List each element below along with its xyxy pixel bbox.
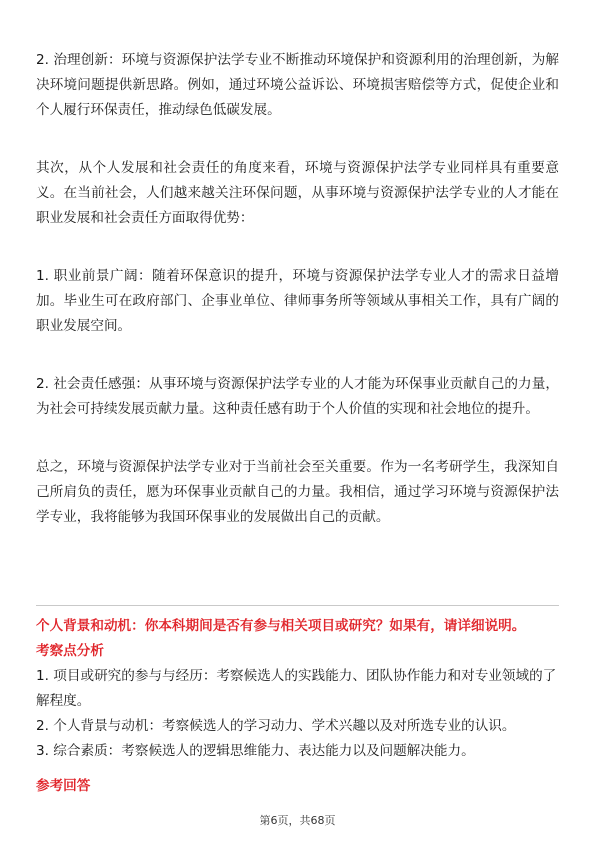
document-body xyxy=(36,48,559,530)
paragraph-conclusion: 总之，环境与资源保护法学专业对于当前社会至关重要。作为一名考研学生，我深知自己所肩负的责任，愿为环保事业贡献自己的力量。我相信，通过学习环境与资源保护法学专业，我将能够为我国环保事业的发展做出自己的贡献。 xyxy=(36,459,559,525)
paragraph-personal-development: 其次，从个人发展和社会责任的角度来看，环境与资源保护法学专业同样具有重要意义。在当前社会，人们越来越关注环保问题，从事环境与资源保护法学专业的人才能在职业发展和社会责任方面取得优势： xyxy=(36,160,559,226)
section-divider xyxy=(36,605,559,606)
interview-question: 个人背景和动机：你本科期间是否有参与相关项目或研究？如果有，请详细说明。 xyxy=(36,618,526,634)
analysis-heading: 考察点分析 xyxy=(36,643,104,659)
analysis-item: 3. 综合素质：考察候选人的逻辑思维能力、表达能力以及问题解决能力。 xyxy=(36,743,475,759)
page-number: 第6页，共68页 xyxy=(259,814,336,827)
answer-heading: 参考回答 xyxy=(36,778,91,794)
analysis-item: 1. 项目或研究的参与与经历：考察候选人的实践能力、团队协作能力和对专业领域的了解程度。 xyxy=(36,668,557,709)
analysis-item: 2. 个人背景与动机：考察候选人的学习动力、学术兴趣以及对所选专业的认识。 xyxy=(36,718,516,734)
paragraph-social-responsibility: 2. 社会责任感强：从事环境与资源保护法学专业的人才能为环保事业贡献自己的力量，为社会可持续发展贡献力量。这种责任感有助于个人价值的实现和社会地位的提升。 xyxy=(36,376,559,417)
paragraph-career-prospects: 1. 职业前景广阔：随着环保意识的提升，环境与资源保护法学专业人才的需求日益增加。毕业生可在政府部门、企事业单位、律师事务所等领域从事相关工作，具有广阔的职业发展空间。 xyxy=(36,268,559,334)
paragraph-governance-innovation: 2. 治理创新：环境与资源保护法学专业不断推动环境保护和资源利用的治理创新，为解决环境问题提供新思路。例如，通过环境公益诉讼、环境损害赔偿等方式，促使企业和个人履行环保责任，推动绿色低碳发展。 xyxy=(36,52,559,118)
question-section xyxy=(36,614,559,813)
